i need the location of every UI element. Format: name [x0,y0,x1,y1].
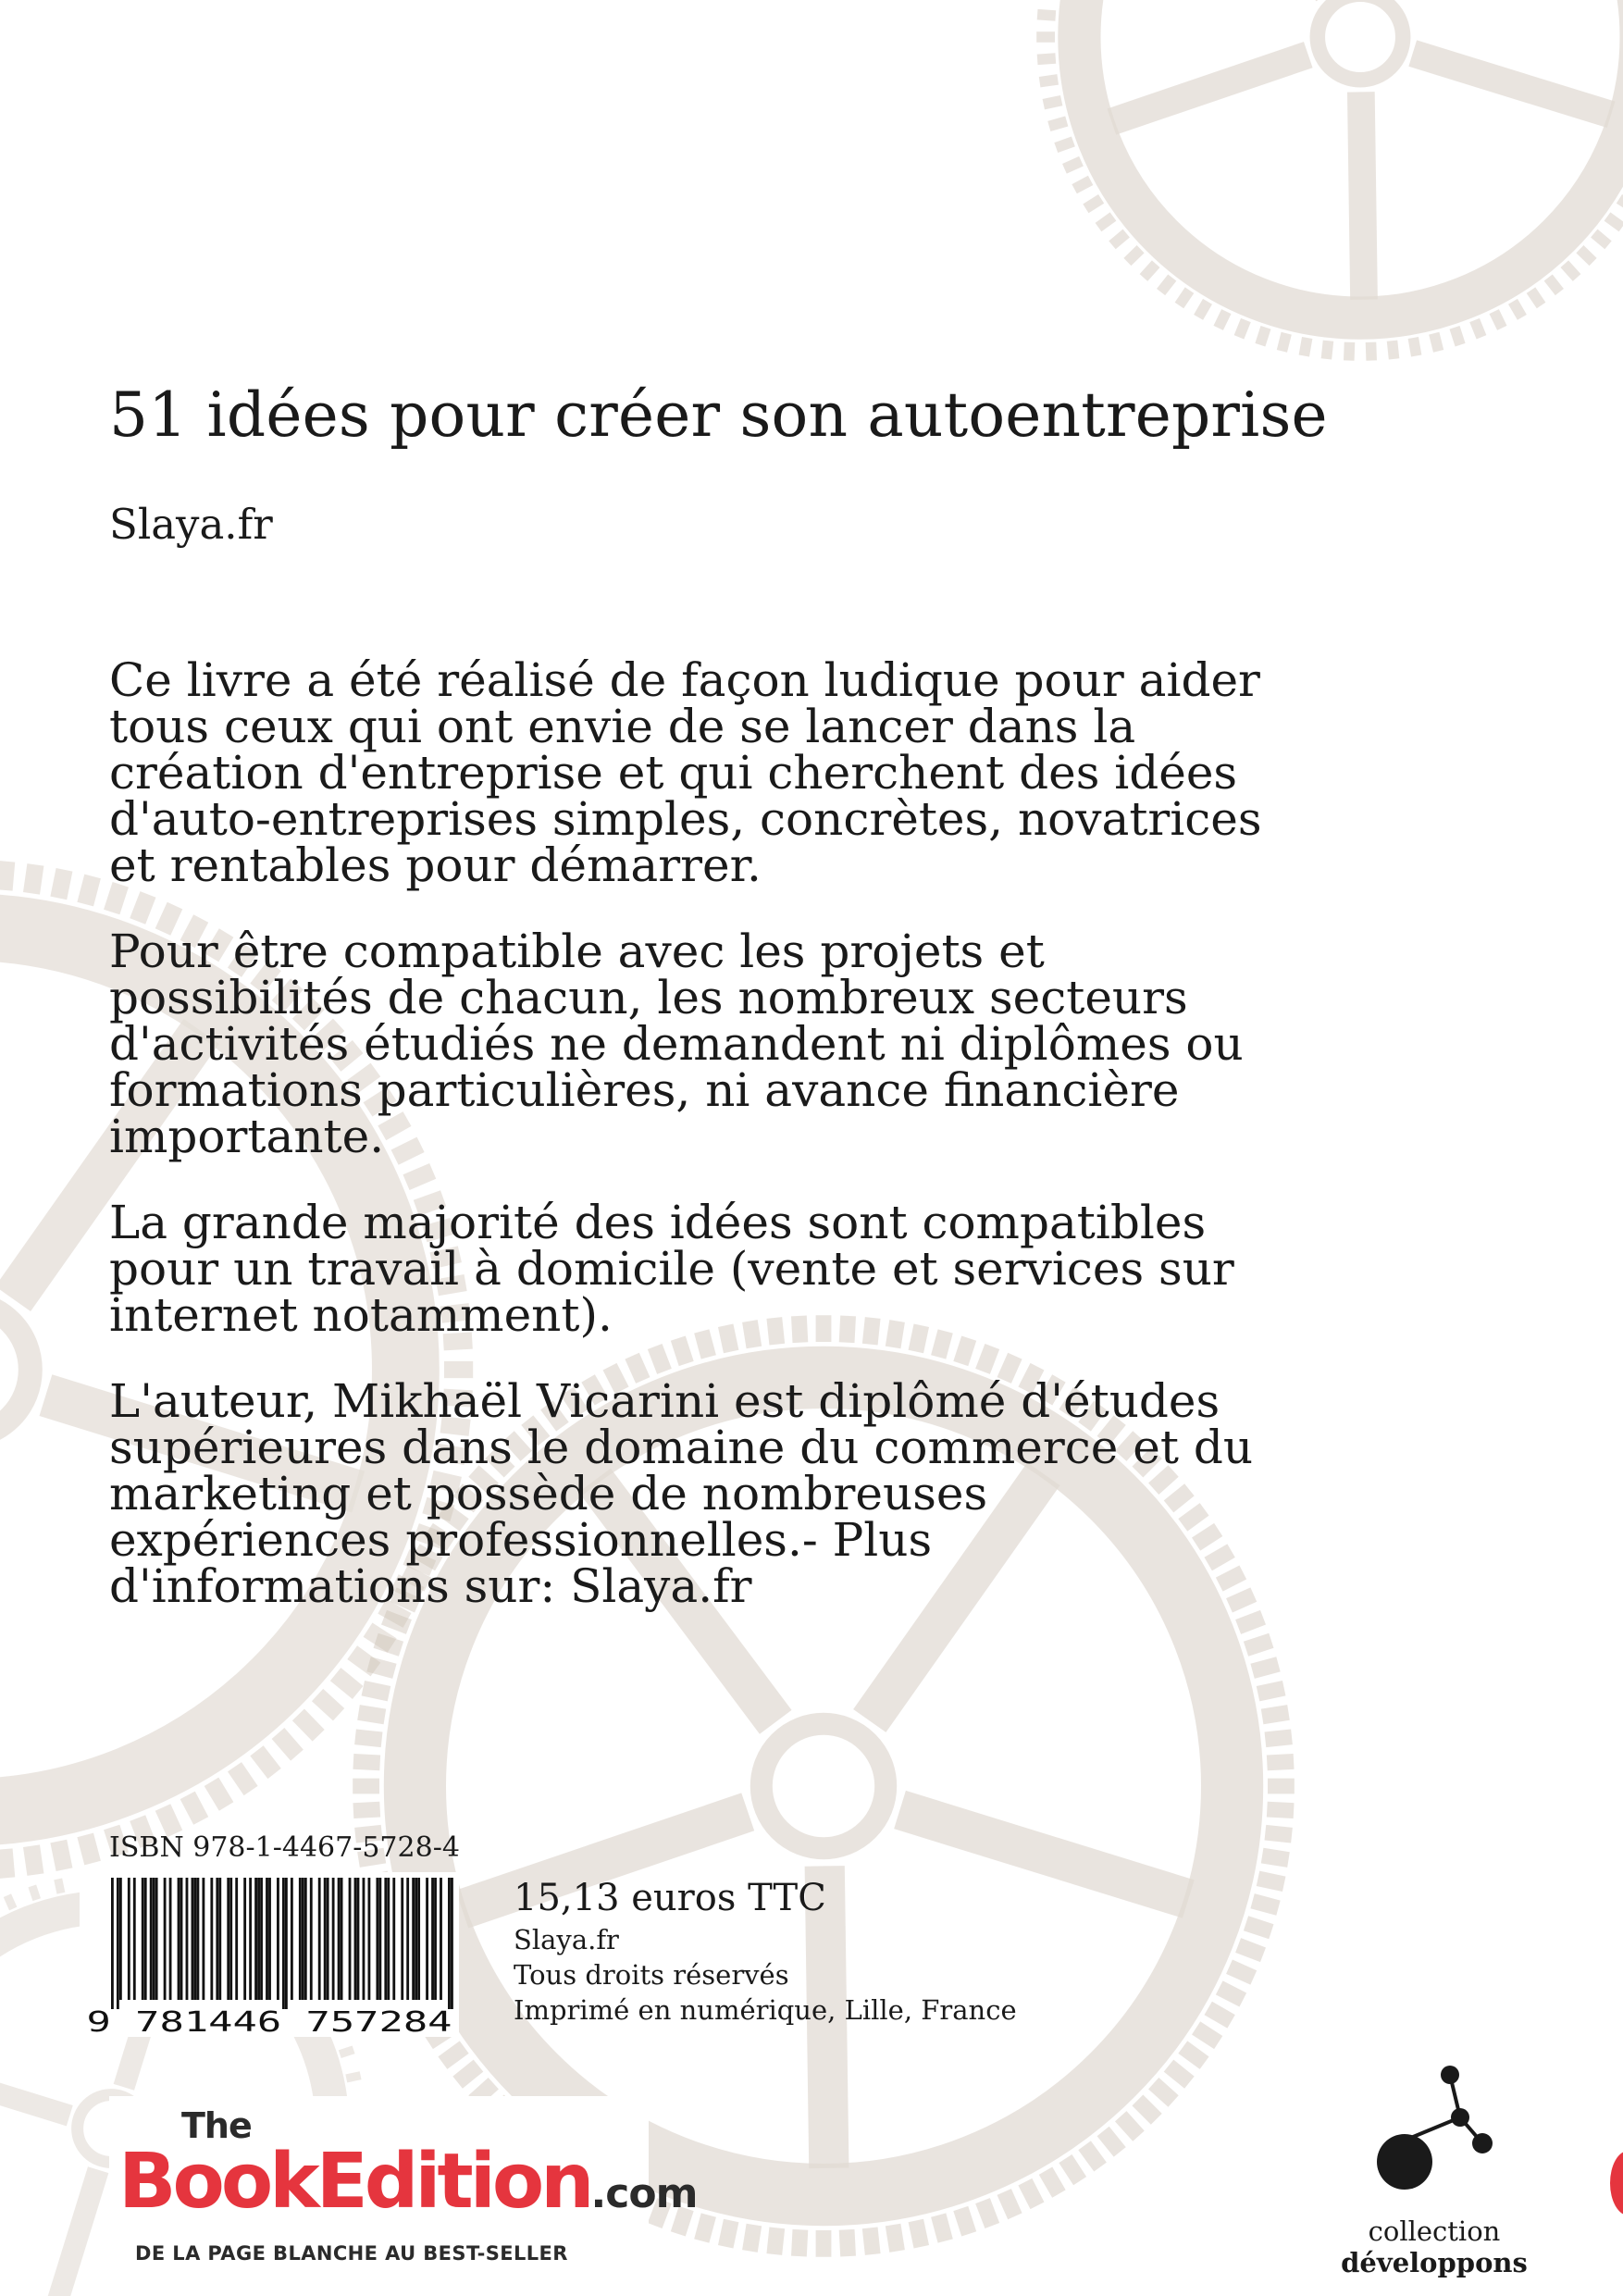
book-title: 51 idées pour créer son autoentreprise [109,379,1328,451]
barcode [80,1872,459,2037]
logo-suffix: .com [590,2170,698,2217]
description-paragraph: La grande majorité des idées sont compatibles pour un travail à domicile (vente et services sur internet notamment). [109,1196,1234,1342]
collection-line1: collection [1368,2215,1501,2247]
price: 15,13 euros TTC [514,1877,826,1919]
collection-label [1314,2215,1555,2278]
logo-wordmark [118,2138,698,2232]
thebookedition-logo [109,2096,698,2296]
description-paragraph: L'auteur, Mikhaël Vicarini est diplômé d'études supérieures dans le domaine du commerce et du marketing et possède de nombreuses expériences professionnelles.- Plus d'informations sur: Slaya.fr [109,1374,1254,1613]
description-paragraph: Ce livre a été réalisé de façon ludique pour aider tous ceux qui ont envie de se lancer dans la création d'entreprise et qui cherchent des idées d'auto-entreprises simples, concrètes, novatrices et rentables pour démarrer. [109,653,1262,892]
logo-the: The [181,2105,252,2146]
isbn-label: ISBN 978-1-4467-5728-4 [109,1831,460,1864]
barcode-digits: 9 781446 757284 [86,2006,452,2037]
book-description [109,653,1266,1649]
description-paragraph: Pour être compatible avec les projets et possibilités de chacun, les nombreux secteurs d'activités étudiés ne demandent ni diplômes ou formations particulières, ni avance financière importante. [109,925,1244,1163]
molecule-icon [1360,2054,1508,2216]
logo-name: BookEdition [118,2138,591,2226]
price-block [514,1877,1017,2030]
book-author: Slaya.fr [109,500,273,549]
publisher-line: Slaya.fr [514,1924,619,1955]
collection-line2: développons [1341,2247,1528,2278]
logo-tagline: DE LA PAGE BLANCHE AU BEST-SELLER [135,2242,568,2265]
rights-line: Tous droits réservés [514,1959,789,1991]
printed-line: Imprimé en numérique, Lille, France [514,1994,1017,2026]
gear-icon [1036,0,1623,361]
